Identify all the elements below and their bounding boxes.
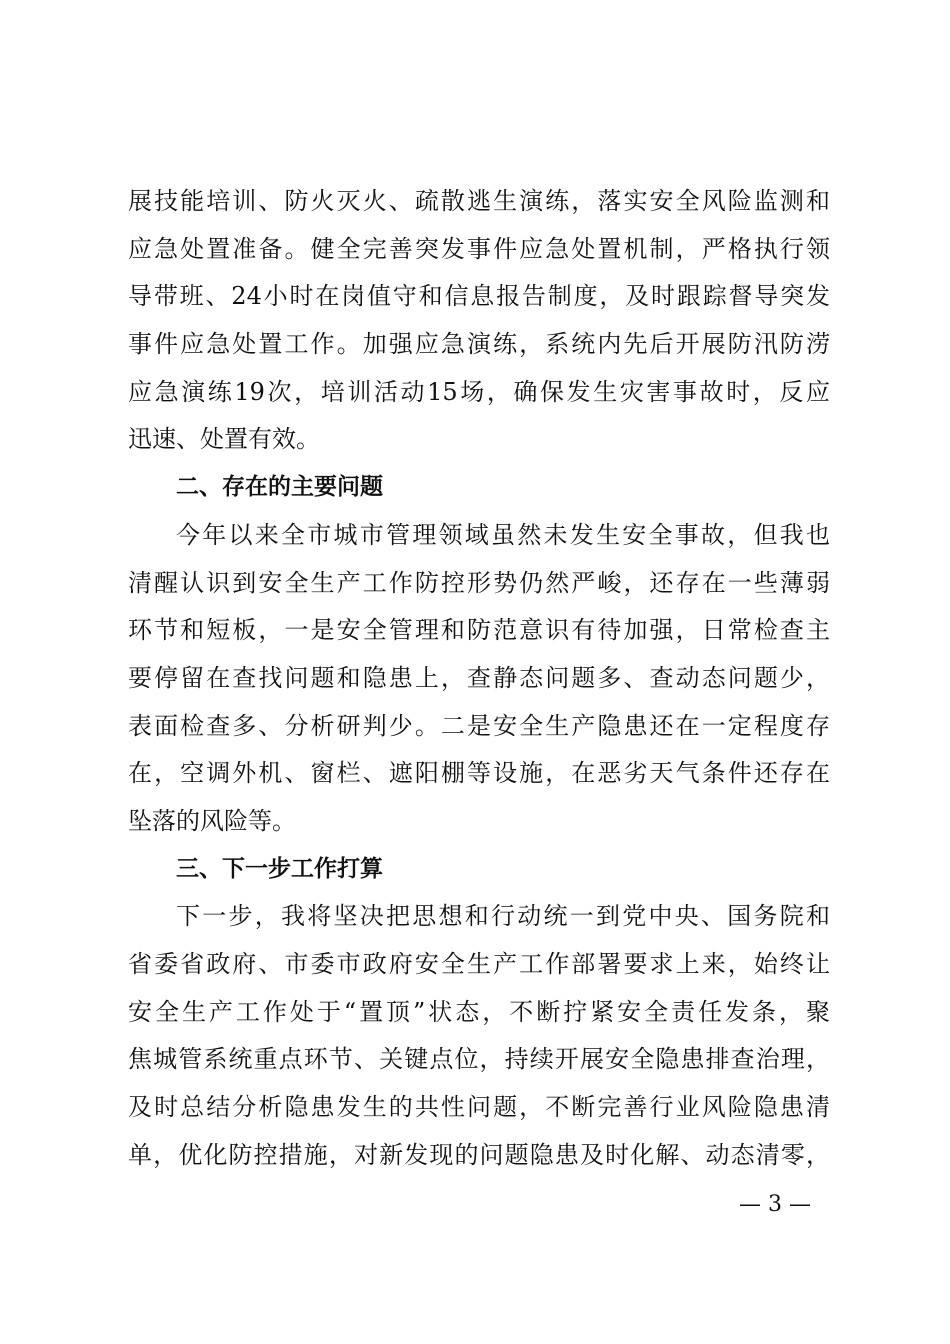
text-line: 坠落的风险等。: [128, 806, 296, 835]
page-number: — 3 —: [739, 1192, 811, 1217]
section-heading: 三、下一步工作打算: [176, 855, 383, 882]
text-line: 安全生产工作处于“置顶”状态，不断拧紧安全责任发条，聚: [128, 997, 830, 1026]
text-line: 清醒认识到安全生产工作防控形势仍然严峻，还存在一些薄弱: [128, 568, 830, 597]
body-text: [128, 182, 830, 1183]
section-heading: 二、存在的主要问题: [176, 474, 383, 501]
text-line: 要停留在查找问题和隐患上，查静态问题多、查动态问题少，: [128, 663, 830, 692]
text-line: 及时总结分析隐患发生的共性问题，不断完善行业风险隐患清: [128, 1093, 830, 1122]
text-line: 迅速、处置有效。: [128, 425, 320, 454]
text-line: 省委省政府、市委市政府安全生产工作部署要求上来，始终让: [128, 950, 830, 978]
text-line: 今年以来全市城市管理领域虽然未发生安全事故，但我也: [176, 520, 830, 549]
text-line: 展技能培训、防火灭火、疏散逃生演练，落实安全风险监测和: [128, 187, 830, 215]
text-line: 单，优化防控措施，对新发现的问题隐患及时化解、动态清零，: [128, 1140, 830, 1169]
text-line: 应急处置准备。健全完善突发事件应急处置机制，严格执行领: [128, 234, 830, 263]
text-line: 环节和短板，一是安全管理和防范意识有待加强，日常检查主: [128, 616, 830, 645]
text-line: 事件应急处置工作。加强应急演练，系统内先后开展防汛防涝: [128, 330, 830, 359]
text-line: 焦城管系统重点环节、关键点位，持续开展安全隐患排查治理，: [128, 1045, 830, 1074]
text-line: 导带班、24小时在岗值守和信息报告制度，及时跟踪督导突发: [128, 282, 830, 311]
text-line: 下一步，我将坚决把思想和行动统一到党中央、国务院和: [176, 902, 830, 931]
text-line: 在，空调外机、窗栏、遮阳棚等设施，在恶劣天气条件还存在: [128, 759, 830, 788]
text-line: 表面检查多、分析研判少。二是安全生产隐患还在一定程度存: [128, 711, 830, 740]
text-line: 应急演练19次，培训活动15场，确保发生灾害事故时，反应: [128, 377, 830, 406]
